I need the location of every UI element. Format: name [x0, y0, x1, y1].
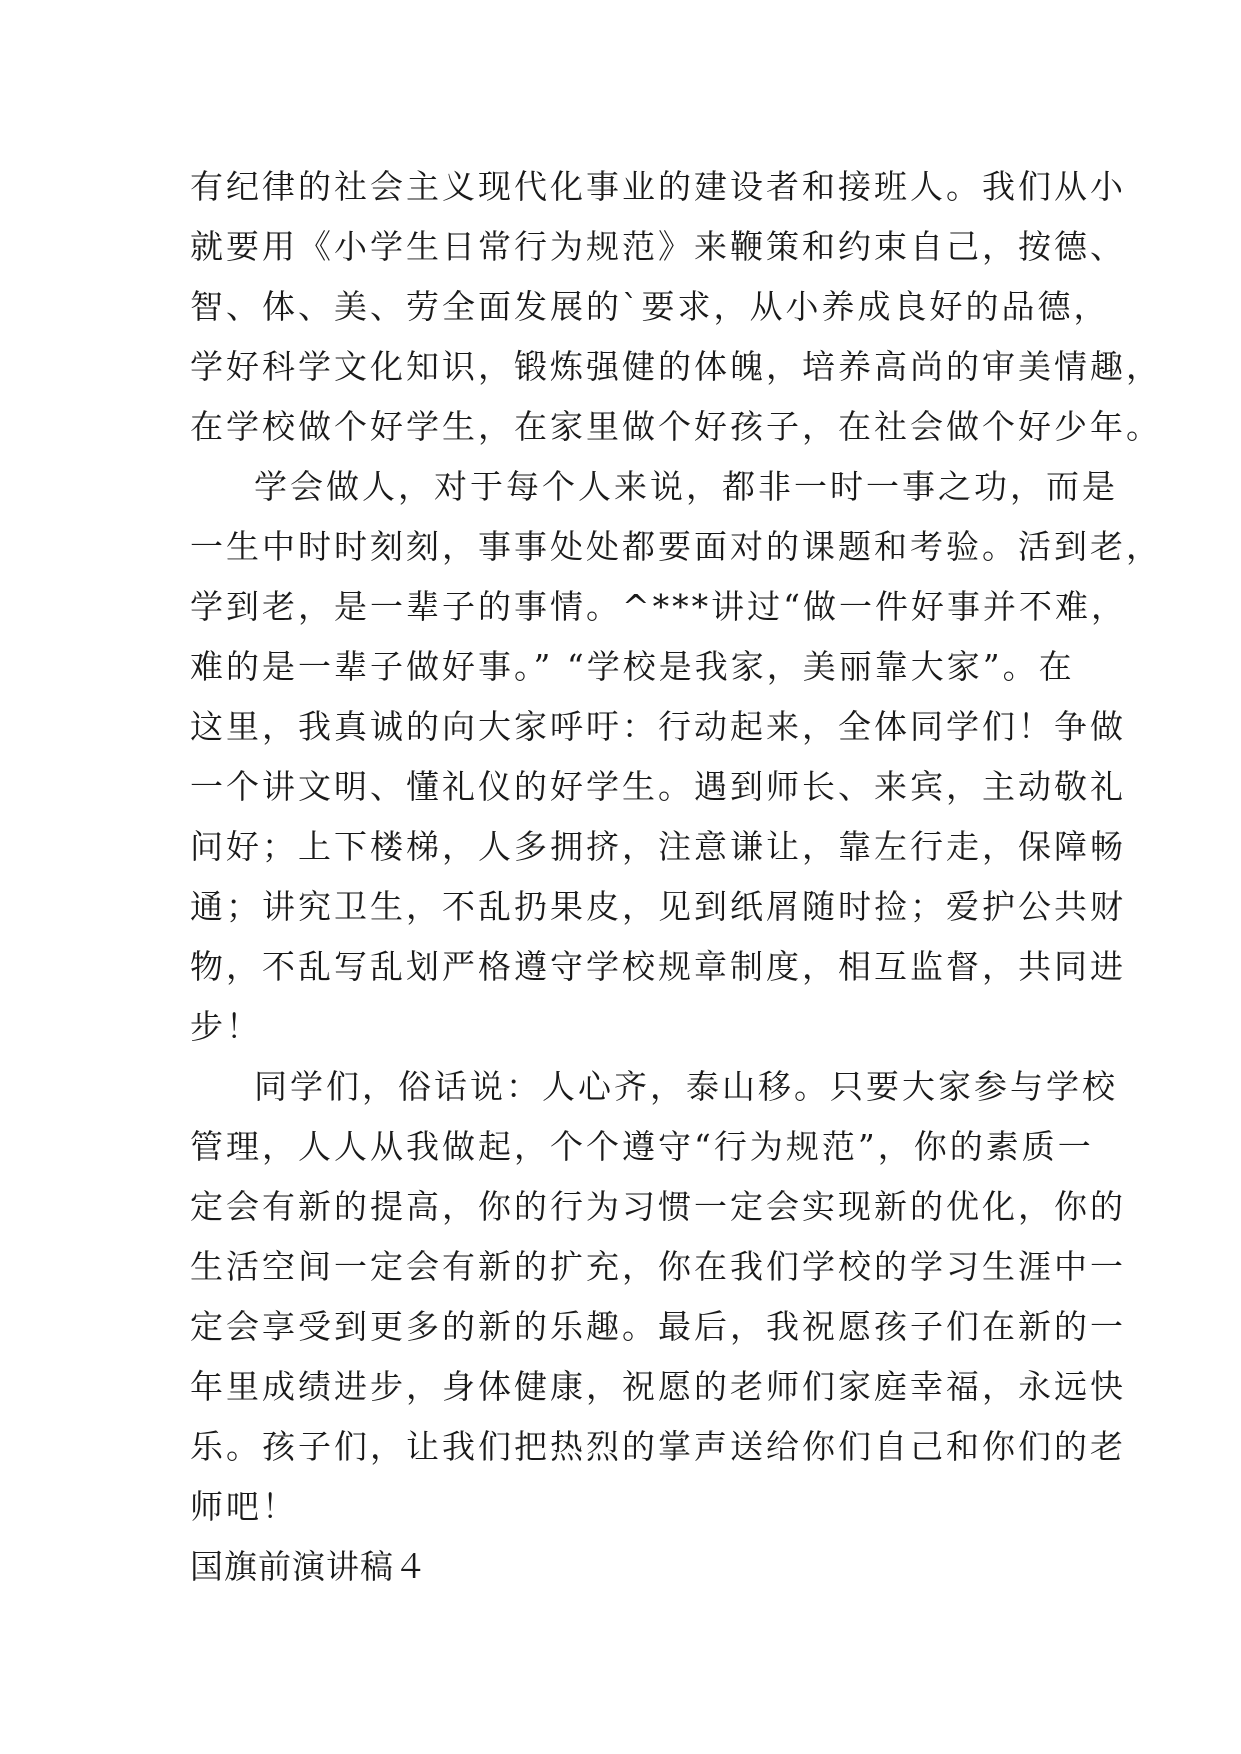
paragraph-3-line-6: 年里成绩进步，身体健康，祝愿的老师们家庭幸福，永远快 — [190, 1367, 1126, 1406]
paragraph-2-line-7: 问好；上下楼梯，人多拥挤，注意谦让，靠左行走，保障畅 — [190, 827, 1126, 866]
paragraph-1-line-3: 智、体、美、劳全面发展的`要求，从小养成良好的品德， — [190, 287, 1110, 326]
paragraph-1-line-4: 学好科学文化知识，锻炼强健的体魄，培养高尚的审美情趣， — [190, 347, 1162, 386]
paragraph-2-line-6: 一个讲文明、懂礼仪的好学生。遇到师长、来宾，主动敬礼 — [190, 767, 1126, 806]
paragraph-2-line-5: 这里，我真诚的向大家呼吁：行动起来，全体同学们！争做 — [190, 707, 1126, 746]
paragraph-3-line-7: 乐。孩子们，让我们把热烈的掌声送给你们自己和你们的老 — [190, 1427, 1126, 1466]
paragraph-2-line-1: 学会做人，对于每个人来说，都非一时一事之功，而是 — [254, 467, 1118, 506]
paragraph-2-line-4: 难的是一辈子做好事。” “学校是我家，美丽靠大家”。在 — [190, 647, 1075, 686]
section-heading: 国旗前演讲稿４ — [190, 1547, 428, 1586]
paragraph-2-line-2: 一生中时时刻刻，事事处处都要面对的课题和考验。活到老， — [190, 527, 1162, 566]
paragraph-3-line-4: 生活空间一定会有新的扩充，你在我们学校的学习生涯中一 — [190, 1247, 1126, 1286]
paragraph-2-line-3: 学到老，是一辈子的事情。^***讲过“做一件好事并不难， — [190, 587, 1128, 626]
paragraph-3-line-1: 同学们，俗话说：人心齐，泰山移。只要大家参与学校 — [254, 1067, 1118, 1106]
paragraph-1-line-5: 在学校做个好学生，在家里做个好孩子，在社会做个好少年。 — [190, 407, 1162, 446]
paragraph-3-line-2: 管理，人人从我做起，个个遵守“行为规范”，你的素质一 — [190, 1127, 1094, 1166]
paragraph-2-line-9: 物，不乱写乱划严格遵守学校规章制度，相互监督，共同进 — [190, 947, 1126, 986]
paragraph-1-line-2: 就要用《小学生日常行为规范》来鞭策和约束自己，按德、 — [190, 227, 1126, 266]
paragraph-2-line-10: 步！ — [190, 1007, 262, 1046]
paragraph-2-line-8: 通；讲究卫生，不乱扔果皮，见到纸屑随时捡；爱护公共财 — [190, 887, 1126, 926]
paragraph-3-line-5: 定会享受到更多的新的乐趣。最后，我祝愿孩子们在新的一 — [190, 1307, 1126, 1346]
paragraph-3-line-3: 定会有新的提高，你的行为习惯一定会实现新的优化，你的 — [190, 1187, 1126, 1226]
paragraph-3-line-8: 师吧！ — [190, 1487, 298, 1526]
paragraph-1-line-1: 有纪律的社会主义现代化事业的建设者和接班人。我们从小 — [190, 167, 1126, 206]
